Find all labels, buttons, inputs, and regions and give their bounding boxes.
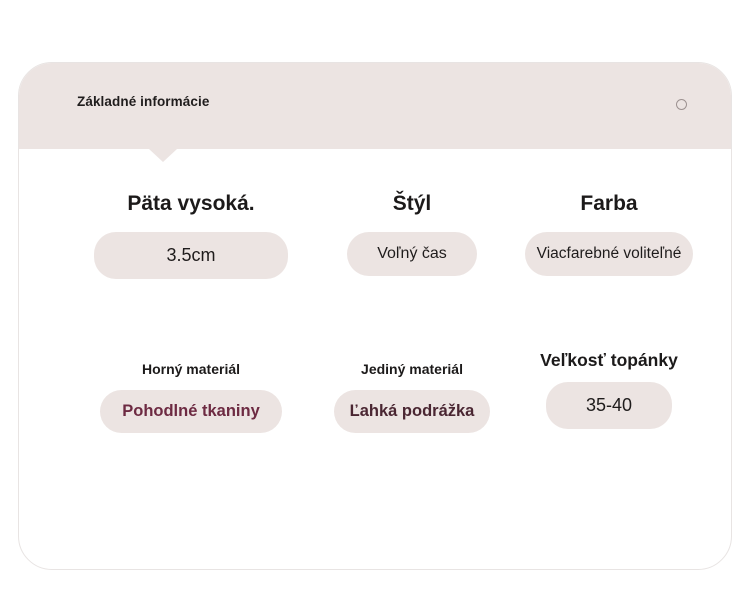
spec-value-pill: Voľný čas — [347, 232, 477, 276]
spec-item-shoe-size — [511, 349, 707, 429]
header-notch-decoration — [149, 149, 177, 162]
spec-label: Štýl — [392, 192, 432, 215]
spec-label: Jediný materiál — [361, 361, 463, 377]
spec-value-pill: 35-40 — [546, 382, 672, 429]
spec-label: Horný materiál — [141, 361, 241, 377]
product-info-card — [18, 62, 732, 570]
spec-item-color — [511, 191, 707, 276]
spec-label: Farba — [580, 192, 638, 215]
spec-value-pill: Viacfarebné voliteľné — [525, 232, 694, 276]
spec-item-sole-material — [319, 361, 505, 433]
spec-item-style — [319, 191, 505, 276]
spec-label: Veľkosť topánky — [540, 350, 678, 370]
spec-grid — [19, 171, 731, 570]
spec-value-pill: 3.5cm — [94, 232, 287, 279]
spec-value-pill: Pohodlné tkaniny — [100, 390, 282, 433]
spec-item-heel-height — [67, 191, 315, 279]
spec-item-upper-material — [67, 361, 315, 433]
spec-label: Päta vysoká. — [127, 192, 255, 215]
circle-outline-icon — [676, 99, 687, 110]
page-title: Základné informácie — [77, 94, 210, 109]
spec-value-pill: Ľahká podrážka — [334, 390, 491, 433]
